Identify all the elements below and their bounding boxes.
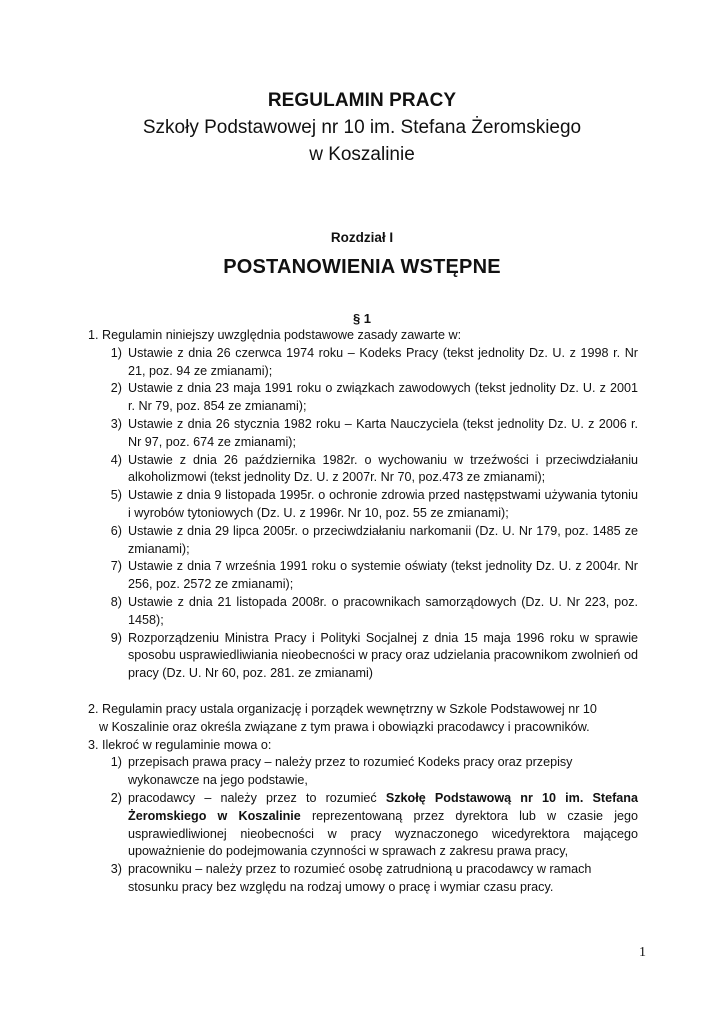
list-item-text: Ustawie z dnia 29 lipca 2005r. o przeciwdziałaniu narkomanii (Dz. U. Nr 179, poz. 1485 ze zmianami);: [128, 523, 638, 556]
list-item: [88, 754, 638, 790]
list-item-number: 2): [110, 790, 122, 805]
list-item: [88, 861, 638, 897]
list-item-number: 4): [110, 452, 122, 467]
list-item: [88, 452, 638, 488]
point-1-list: [88, 345, 638, 683]
list-item-number: 6): [110, 523, 122, 538]
chapter-heading: [0, 228, 724, 282]
page-number: 1: [639, 945, 646, 960]
employer-name-bold: Szkołę Podstawową nr 10 im. Stefana Żeromskiego w Koszalinie: [128, 790, 638, 823]
list-item-number: 3): [110, 416, 122, 431]
list-item-text: Ustawie z dnia 26 października 1982r. o wychowaniu w trzeźwości i przeciwdziałaniu alkoholizmowi (tekst jednolity Dz. U. z 2007r. Nr 70, poz.473 ze zmianami);: [128, 452, 638, 485]
list-item-text: przepisach prawa pracy – należy przez to rozumieć Kodeks pracy oraz przepisy wykonawcze na jego podstawie,: [128, 755, 573, 788]
list-item-number: 3): [110, 862, 122, 877]
list-item-text-start: pracodawcy – należy przez to rozumieć: [128, 790, 386, 805]
point-2-line-2: w Koszalinie oraz określa związane z tym prawa i obowiązki pracodawcy i pracowników.: [99, 719, 590, 734]
list-item: [88, 790, 638, 861]
document-header: [0, 88, 724, 168]
chapter-title: POSTANOWIENIA WSTĘPNE: [223, 256, 501, 278]
point-3-intro: 3. Ilekroć w regulaminie mowa o:: [88, 737, 272, 752]
list-item-text-end: reprezentowaną przez dyrektora lub w czasie jego usprawiedliwionej nieobecności w pracy wyznaczonego wicedyrektora mającego upoważnienie do podejmowania czynności w sprawach z zakresu prawa pracy,: [128, 808, 638, 859]
list-item: [88, 487, 638, 523]
list-item: [88, 345, 638, 381]
document-title: REGULAMIN PRACY: [267, 90, 457, 111]
list-item-number: 1): [110, 345, 122, 360]
point-3-list: [88, 754, 638, 896]
list-item-text: Ustawie z dnia 21 listopada 2008r. o pracownikach samorządowych (Dz. U. Nr 223, poz. 1458);: [128, 594, 638, 627]
list-item-text: [128, 790, 638, 861]
document-subtitle-line-2: w Koszalinie: [309, 144, 415, 165]
list-item: [88, 594, 638, 630]
list-item-number: 9): [110, 630, 122, 645]
list-item-text: Ustawie z dnia 26 czerwca 1974 roku – Kodeks Pracy (tekst jednolity Dz. U. z 1998 r. Nr 21, poz. 94 ze zmianami);: [128, 345, 638, 378]
section-content: [88, 327, 638, 897]
list-item: [88, 380, 638, 416]
point-2-line-1: 2. Regulamin pracy ustala organizację i porządek wewnętrzny w Szkole Podstawowej nr 10: [88, 701, 597, 716]
list-item-text: Ustawie z dnia 7 września 1991 roku o systemie oświaty (tekst jednolity Dz. U. z 2004r. Nr 256, poz. 2572 ze zmianami);: [128, 559, 638, 592]
document-subtitle-line-1: Szkoły Podstawowej nr 10 im. Stefana Żeromskiego: [142, 117, 582, 138]
list-item-number: 8): [110, 594, 122, 609]
point-1-intro: 1. Regulamin niniejszy uwzględnia podstawowe zasady zawarte w:: [88, 328, 462, 342]
list-item-number: 7): [110, 559, 122, 574]
paragraph-spacer: [88, 683, 638, 701]
list-item-text: Ustawie z dnia 23 maja 1991 roku o związkach zawodowych (tekst jednolity Dz. U. z 2001 r. Nr 79, poz. 854 ze zmianami);: [128, 381, 638, 414]
list-item-number: 2): [110, 381, 122, 396]
list-item: [88, 523, 638, 559]
list-item-text: pracowniku – należy przez to rozumieć osobę zatrudnioną u pracodawcy w ramach stosunku pracy bez względu na rodzaj umowy o pracę i wymiar czasu pracy.: [128, 862, 592, 894]
list-item-text: Ustawie z dnia 9 listopada 1995r. o ochronie zdrowia przed następstwami używania tytoniu i wyrobów tytoniowych (Dz. U. z 1996r. Nr 10, poz. 55 ze zmianami);: [128, 488, 638, 520]
chapter-label: Rozdział I: [330, 230, 394, 245]
list-item-text: Rozporządzeniu Ministra Pracy i Polityki Socjalnej z dnia 15 maja 1996 roku w sprawie sposobu usprawiedliwiania nieobecności w pracy oraz udzielania pracownikom zwolnień od pracy (Dz. U. Nr 60, poz. 281. ze zmianami): [128, 630, 638, 681]
list-item-text: Ustawie z dnia 26 stycznia 1982 roku – Karta Nauczyciela (tekst jednolity Dz. U. z 2006 r. Nr 97, poz. 674 ze zmianami);: [128, 416, 638, 449]
section-mark: § 1: [352, 311, 372, 326]
list-item: [88, 630, 638, 683]
list-item: [88, 416, 638, 452]
list-item: [88, 558, 638, 594]
list-item-number: 1): [110, 755, 122, 770]
list-item-number: 5): [110, 488, 122, 503]
